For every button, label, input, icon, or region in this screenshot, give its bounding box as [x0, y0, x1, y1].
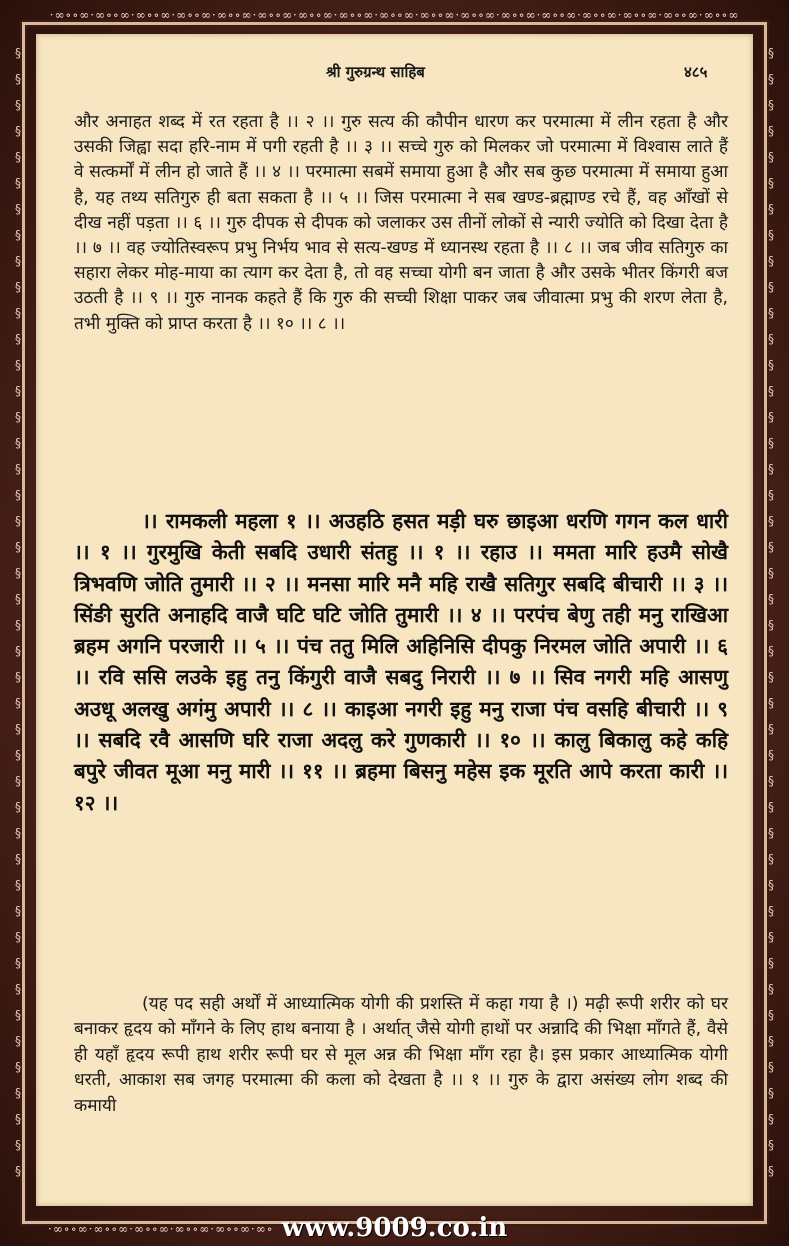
- page-title: श्री गुरुग्रन्थ साहिब: [326, 63, 425, 81]
- page-header: [36, 62, 753, 86]
- bottom-ornament: ·∞∘∘∞·∞∘∘∞·∞∘∘∞·∞∘∘∞·∞∘∘∞·∞∘: [48, 1222, 274, 1236]
- website-url: www.9009.co.in: [281, 1213, 508, 1243]
- scripture-verse: ।। रामकली महला १ ।। अउहठि हसत मड़ी घरु छाइआ धरणि गगन कल धारी ।। १ ।। गुरमुखि केती सबदि उधारी संतहु ।। १ ।। रहाउ ।। ममता मारि हउमै सोखै त्रिभवणि जोति तुमारी ।। २ ।। मनसा मारि मनै महि राखै सतिगुर सबदि बीचारी ।। ३ ।। सिंङी सुरति अनाहदि वाजै घटि घटि जोति तुमारी ।। ४ ।। परपंच बेणु तही मनु राखिआ ब्रहम अगनि परजारी ।। ५ ।। पंच ततु मिलि अहिनिसि दीपकु निरमल जोति अपारी ।। ६ ।। रवि ससि लउके इहु तनु किंगुरी वाजै सबदु निरारी ।। ७ ।। सिव नगरी महि आसणु अउधू अलखु अगंमु अपारी ।। ८ ।। काइआ नगरी इहु मनु राजा पंच वसहि बीचारी ।। ९ ।। सबदि रवै आसणि घरि राजा अदलु करे गुणकारी ।। १० ।। कालु बिकालु कहे कहि बपुरे जीवत मूआ मनु मारी ।। ११ ।। ब्रहमा बिसनु महेस इक मूरति आपे करता कारी ।। १२ ।।: [74, 509, 728, 815]
- right-ornament: § § § § § § § § § § § § § § § § § § § § § § § § § § § § § § § § § § § § § § § § § § § §: [768, 46, 774, 1178]
- page-number: ४८५: [684, 63, 708, 81]
- top-ornament: ·∞∘∘∞·∞∘∘∞·∞∘∘∞·∞∘∘∞·∞∘∘∞·∞∘∘∞·∞∘∘∞·∞∘∘∞·∞∘∘∞·∞∘∘∞·∞∘∘∞·∞∘∘∞·∞∘∘∞·∞∘∘∞·∞∘∘∞·∞∘∘∞·∞∘∘∞: [49, 8, 740, 22]
- page: [36, 34, 753, 1206]
- explanation-paragraph: (यह पद सही अर्थों में आध्यात्मिक योगी की प्रशस्ति में कहा गया है ।) मढ़ी रूपी शरीर को घर बनाकर हृदय को माँगने के लिए हाथ बनाया है । अर्थात् जैसे योगी हाथों पर अन्नादि की भिक्षा माँगते हैं, वैसे ही यहाँ हृदय रूपी हाथ शरीर रूपी घर से मूल अन्न की भिक्षा माँग रहा है। इस प्रकार आध्यात्मिक योगी धरती, आकाश सब जगह परमात्मा की कला को देखता है ।। १ ।। गुरु के द्वारा असंख्य लोग शब्द की कमायी: [74, 994, 728, 1116]
- commentary-paragraph: और अनाहत शब्द में रत रहता है ।। २ ।। गुरु सत्य की कौपीन धारण कर परमात्मा में लीन रहता है और उसकी जिह्वा सदा हरि-नाम में पगी रहती है ।। ३ ।। सच्चे गुरु को मिलकर जो परमात्मा में विश्वास लाते हैं वे सत्कर्मों में लीन हो जाते हैं ।। ४ ।। परमात्मा सबमें समाया हुआ है और सब कुछ परमात्मा में समाया हुआ है, यह तथ्य सतिगुरु ही बता सकता है ।। ५ ।। जिस परमात्मा ने सब खण्ड-ब्रह्माण्ड रचे हैं, वह आँखों से दीख नहीं पड़ता ।। ६ ।। गुरु दीपक से दीपक को जलाकर उस तीनों लोकों से न्यारी ज्योति को दिखा देता है ।। ७ ।। वह ज्योतिस्वरूप प्रभु निर्भय भाव से सत्य-खण्ड में ध्यानस्थ रहता है ।। ८ ।। जब जीव सतिगुरु का सहारा लेकर मोह-माया का त्याग कर देता है, तो वह सच्चा योगी बन जाता है और उसके भीतर किंगरी बज उठती है ।। ९ ।। गुरु नानक कहते हैं कि गुरु की सच्ची शिक्षा पाकर जब जीवात्मा प्रभु की शरण लेता है, तभी मुक्ति को प्राप्त करता है ।। १० ।। ८ ।।: [74, 112, 728, 334]
- left-ornament: § § § § § § § § § § § § § § § § § § § § § § § § § § § § § § § § § § § § § § § § § § § §: [15, 46, 21, 1178]
